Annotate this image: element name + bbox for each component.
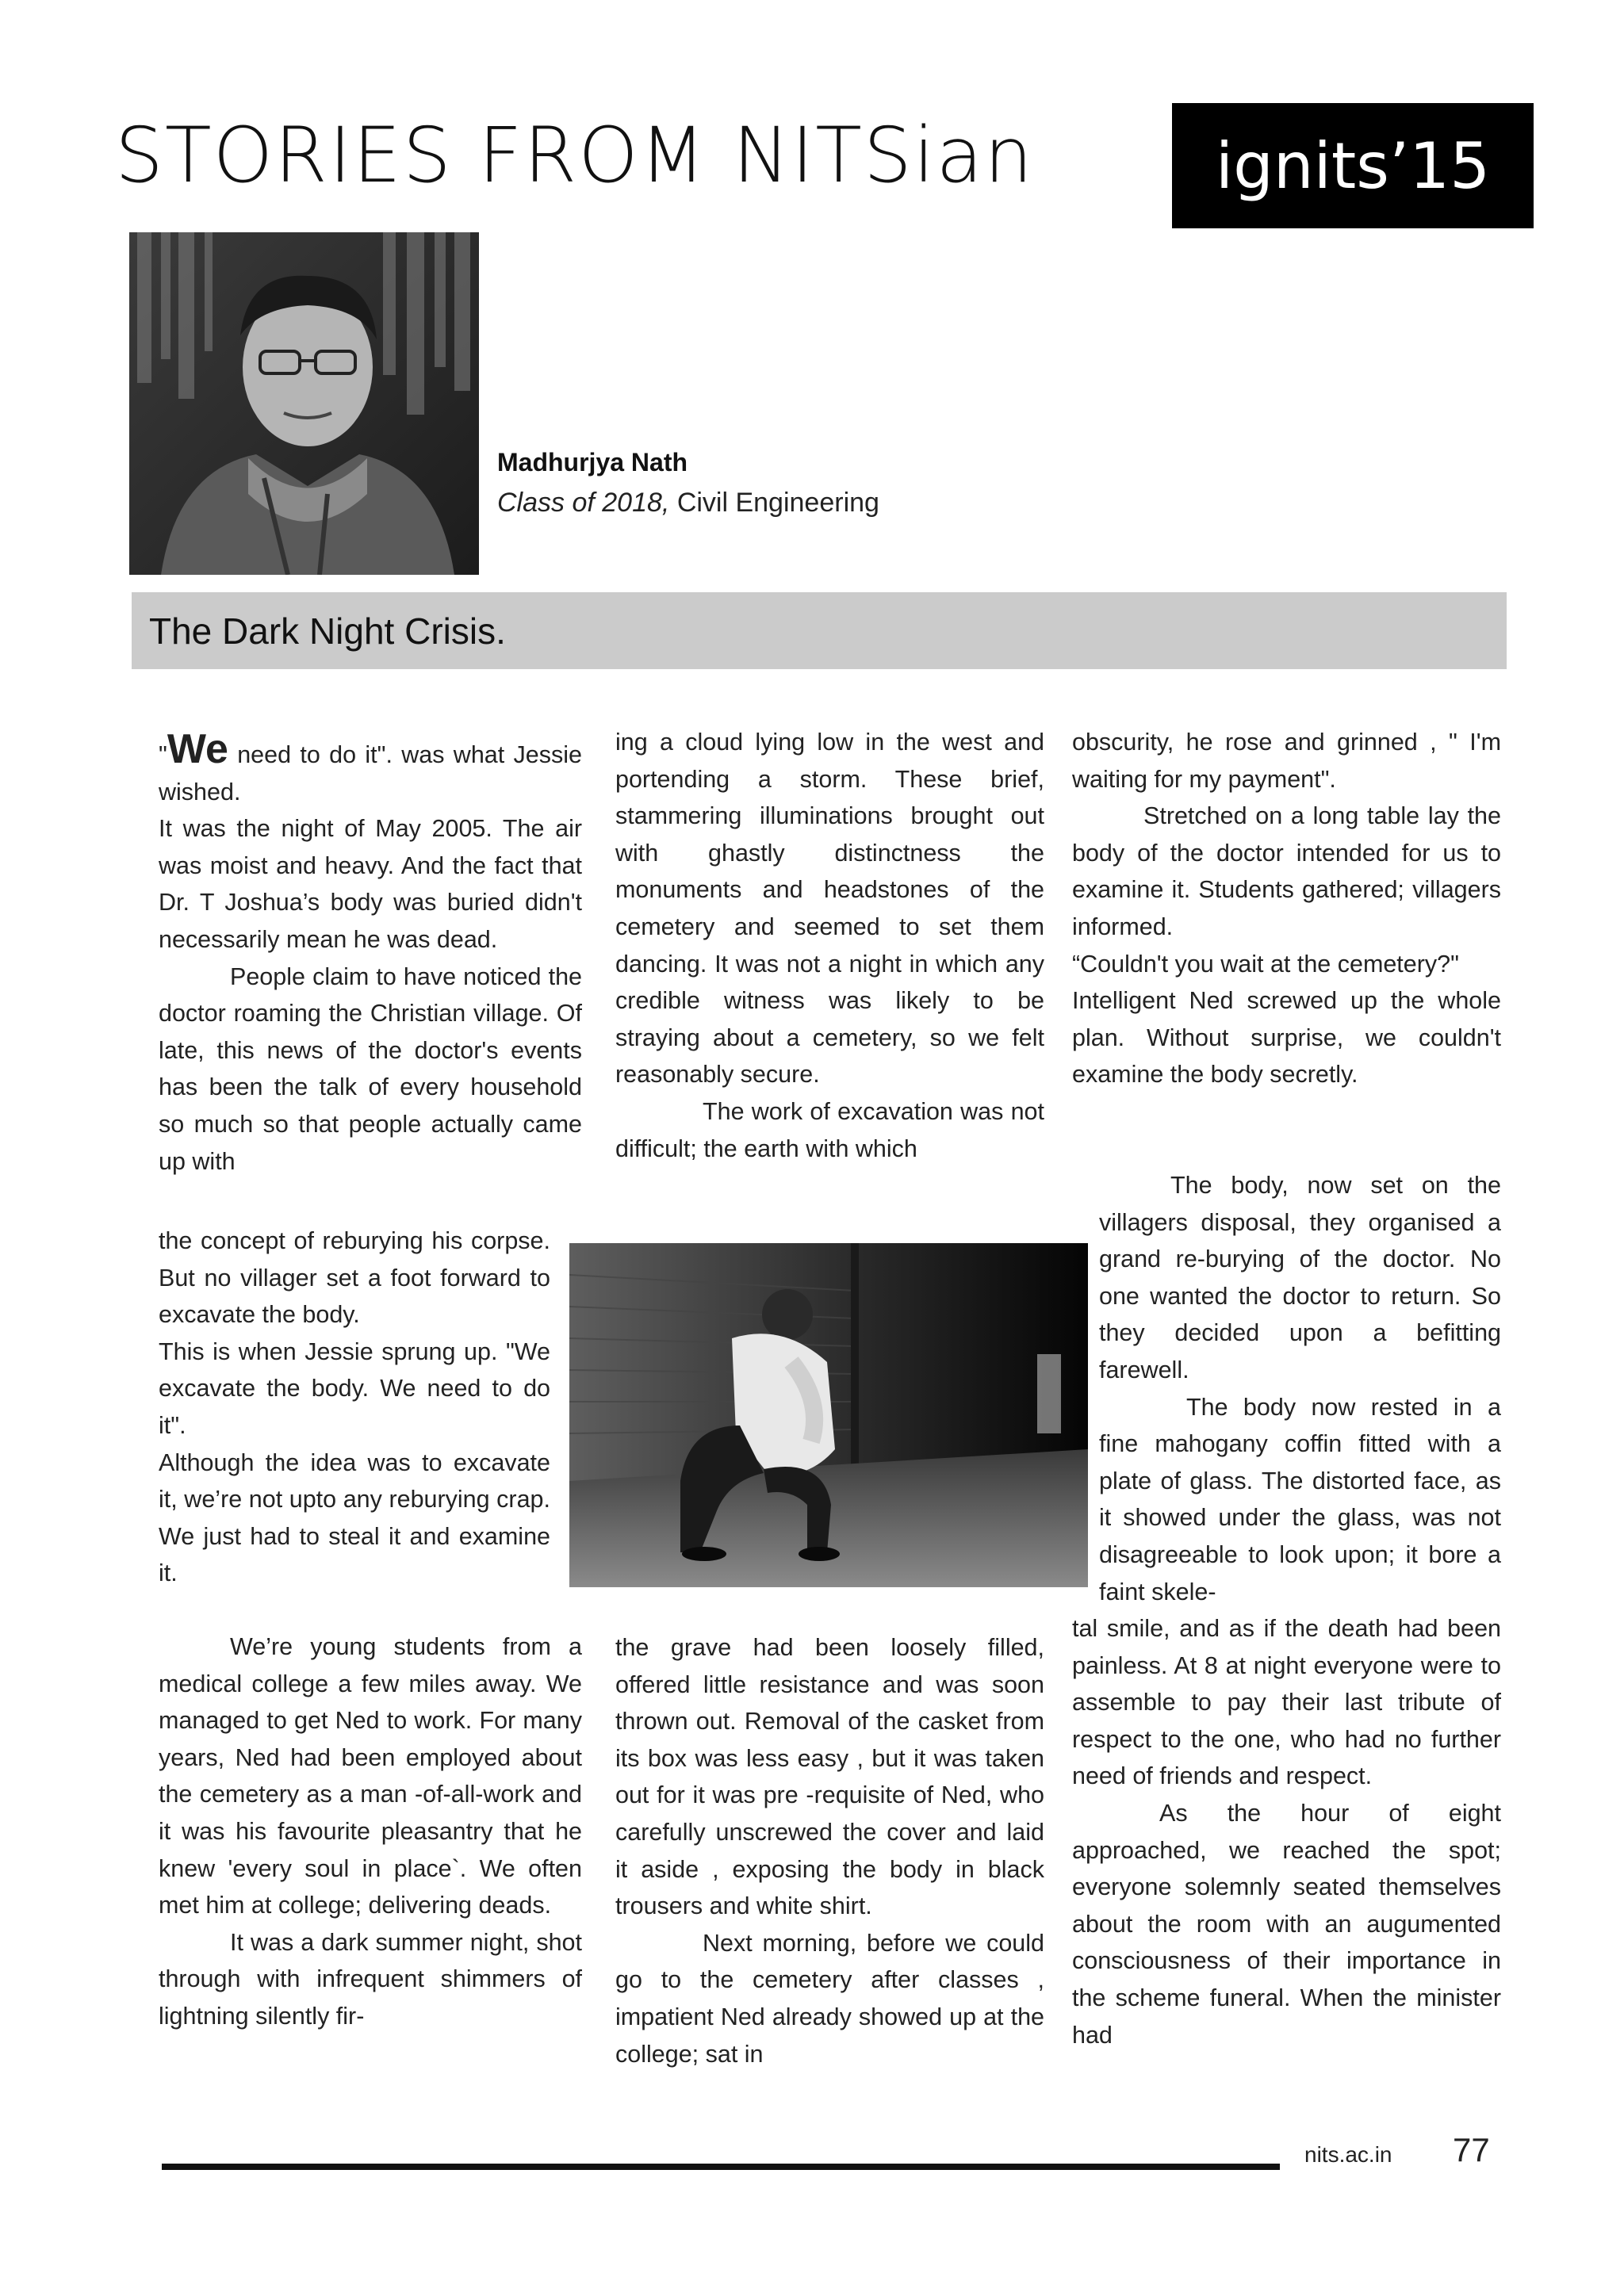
paragraph: This is when Jessie sprung up. "We excavate the body. We need to do it". <box>159 1337 550 1439</box>
footer-site: nits.ac.in <box>1304 2142 1392 2167</box>
page-number: 77 <box>1453 2131 1490 2168</box>
class-year: Class of 2018, <box>497 488 670 518</box>
article-column-3-bottom <box>1072 1610 1501 2053</box>
paragraph: The body, now set on the villagers disposal, they organised a grand re-burying of the doctor. No one wanted the doctor to return. So they decided upon a befitting farewell. <box>1099 1172 1501 1383</box>
paragraph: Next morning, before we could go to the cemetery after classes , impatient Ned already showed up at the college; sat in <box>615 1929 1044 2068</box>
section-title: STORIES FROM NITSian <box>115 111 1035 200</box>
article-column-1 <box>159 726 582 1180</box>
scene-photo <box>569 1243 1088 1587</box>
paragraph: the grave had been loosely filled, offered little resistance and was soon thrown out. Removal of the casket from its box was less easy , but it was taken out for it was pre -requisite of Ned, who carefully unscrewed the cover and laid it aside , exposing the body in black trousers and white shirt. <box>615 1634 1044 1920</box>
paragraph: As the hour of eight approached, we reached the spot; everyone solemnly seated themselves about the room with an augumented consciousness of their importance in the scheme funeral. When the minister had <box>1072 1799 1501 2049</box>
paragraph: tal smile, and as if the death had been painless. At 8 at night everyone were to assemble to pay their last tribute of respect to the one, who had no further need of friends and respect. <box>1072 1615 1501 1790</box>
paragraph: People claim to have noticed the doctor roaming the Christian village. Of late, this news of the doctor's events has been the talk of every household so much so that people actually came up with <box>159 962 582 1175</box>
drop-word: We <box>167 726 228 772</box>
paragraph: Although the idea was to excavate it, we’re not upto any reburying crap. We just had to steal it and examine it. <box>159 1448 550 1587</box>
article-title-bar <box>132 592 1507 669</box>
paragraph: “Couldn't you wait at the cemetery?" <box>1072 950 1459 978</box>
article-column-2-bottom <box>615 1629 1044 2072</box>
article-title: The Dark Night Crisis. <box>149 610 506 652</box>
article-column-2 <box>615 724 1044 1167</box>
paragraph: The body now rested in a fine mahogany coffin fitted with a plate of glass. The distorted face, as it showed under the glass, was not disagreeable to look upon; it bore a faint skele- <box>1099 1393 1501 1605</box>
paragraph: It was a dark summer night, shot through with infrequent shimmers of lightning silently fir- <box>159 1928 582 2030</box>
paragraph: Stretched on a long table lay the body of the doctor intended for us to examine it. Students gathered; villagers informed. <box>1072 802 1501 940</box>
article-column-1-wrap <box>159 1223 550 1592</box>
author-photo <box>129 232 479 575</box>
issue-label: ignits’15 <box>1215 128 1491 203</box>
paragraph: the concept of reburying his corpse. But no villager set a foot forward to excavate the body. <box>159 1227 550 1329</box>
article-column-3-wrap <box>1099 1167 1501 1610</box>
author-class <box>497 488 879 519</box>
issue-badge <box>1172 103 1534 228</box>
paragraph: The work of excavation was not difficult; the earth with which <box>615 1097 1044 1162</box>
paragraph: Intelligent Ned screwed up the whole plan. Without surprise, we couldn't examine the body secretly. <box>1072 987 1501 1089</box>
article-column-1-bottom <box>159 1628 582 2035</box>
paragraph: We’re young students from a medical college a few miles away. We managed to get Ned to work. For many years, Ned had been employed about the cemetery as a man -of-all-work and it was his favourite pleasantry that he knew 'every soul in place`. We often met him at college; delivering deads. <box>159 1633 582 1919</box>
author-name: Madhurjya Nath <box>497 448 688 476</box>
department: Civil Engineering <box>676 488 879 518</box>
paragraph: It was the night of May 2005. The air was moist and heavy. And the fact that Dr. T Joshua’s body was buried didn't necessarily mean he was dead. <box>159 815 582 953</box>
paragraph <box>159 726 582 810</box>
paragraph: obscurity, he rose and grinned , " I'm waiting for my payment". <box>1072 729 1501 793</box>
footer-rule <box>162 2164 1280 2170</box>
paragraph: ing a cloud lying low in the west and portending a storm. These brief, stammering illuminations brought out with ghastly distinctness the monuments and headstones of the cemetery and seemed to set them dancing. It was not a night in which any credible witness was likely to be straying about a cemetery, so we felt reasonably secure. <box>615 729 1044 1089</box>
paragraph-text: need to do it". was what Jessie wished. <box>159 741 582 806</box>
open-quote: " <box>159 741 167 768</box>
article-column-3 <box>1072 724 1501 1093</box>
